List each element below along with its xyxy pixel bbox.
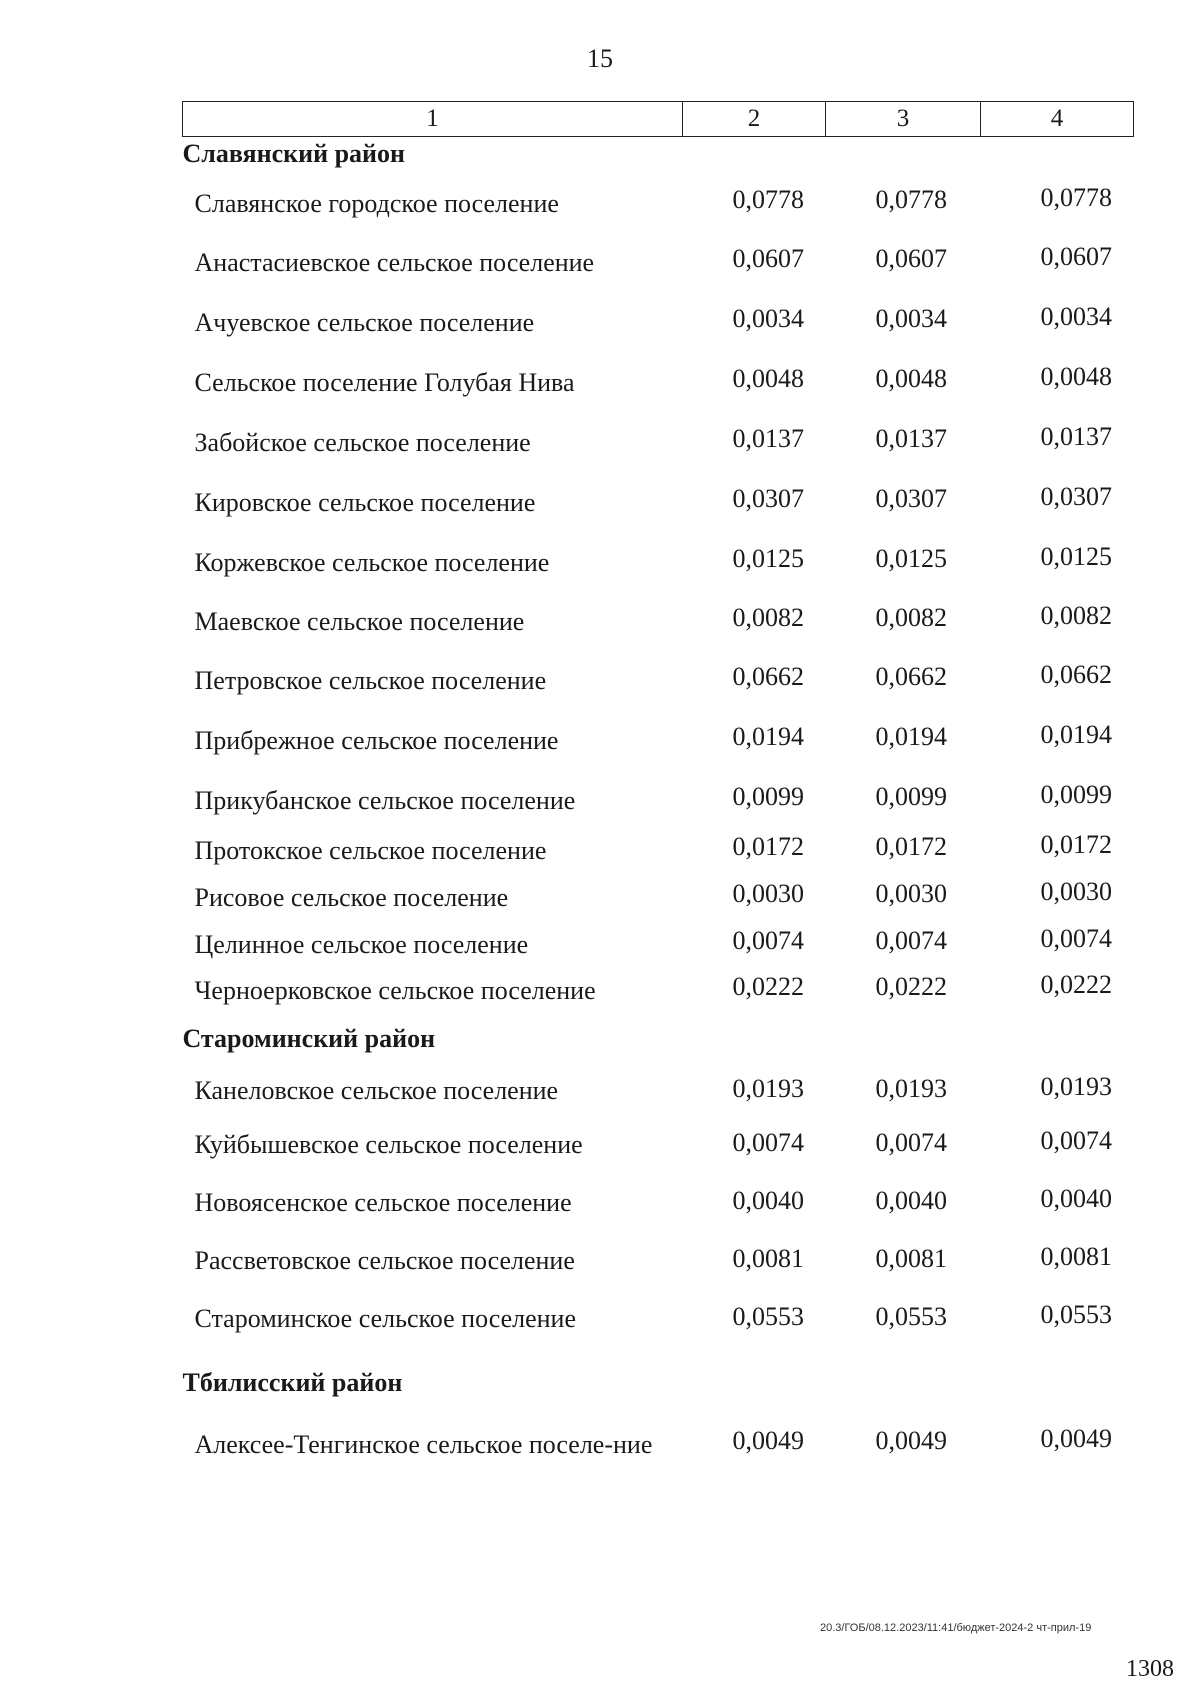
settlement-name: Анастасиевское сельское поселение xyxy=(194,247,595,277)
table-row xyxy=(183,875,1134,922)
table-row xyxy=(183,1176,1134,1234)
value-col-2: 0,0074 xyxy=(732,925,804,955)
settlement-name: Рассветовское сельское поселение xyxy=(194,1245,575,1275)
value-col-3: 0,0082 xyxy=(875,602,947,632)
value-col-2: 0,0081 xyxy=(732,1243,804,1273)
value-col-3: 0,0125 xyxy=(875,543,947,573)
value-col-4: 0,0125 xyxy=(1040,541,1112,571)
page-number: 15 xyxy=(587,44,613,73)
value-col-2: 0,0194 xyxy=(732,721,804,751)
value-col-3: 0,0662 xyxy=(875,661,947,691)
table-row xyxy=(183,238,1134,298)
column-header-2: 2 xyxy=(683,102,826,137)
value-col-4: 0,0662 xyxy=(1040,659,1112,689)
table-row xyxy=(183,968,1134,1014)
settlement-name: Славянское городское поселение xyxy=(194,188,559,218)
value-col-4: 0,0137 xyxy=(1040,421,1112,451)
value-col-4: 0,0553 xyxy=(1040,1299,1112,1329)
value-col-3: 0,0553 xyxy=(875,1301,947,1331)
value-col-2: 0,0172 xyxy=(732,831,804,861)
settlement-name: Забойское сельское поселение xyxy=(194,427,531,457)
settlement-name: Прибрежное сельское поселение xyxy=(194,725,559,755)
table-row xyxy=(183,1060,1134,1118)
value-col-2: 0,0307 xyxy=(732,483,804,513)
table-row xyxy=(183,1234,1134,1292)
value-col-4: 0,0172 xyxy=(1040,829,1112,859)
table-row xyxy=(183,418,1134,478)
settlement-name: Староминское сельское поселение xyxy=(194,1303,576,1333)
section-title: Староминский район xyxy=(182,1023,436,1053)
table-row xyxy=(183,179,1134,238)
value-col-3: 0,0049 xyxy=(875,1425,947,1455)
value-col-3: 0,0040 xyxy=(875,1185,947,1215)
table-header xyxy=(183,102,1134,137)
table-row xyxy=(183,716,1134,776)
table-row xyxy=(183,358,1134,418)
value-col-2: 0,0607 xyxy=(732,243,804,273)
value-col-3: 0,0607 xyxy=(875,243,947,273)
value-col-4: 0,0193 xyxy=(1040,1071,1112,1101)
section-title: Тбилисский район xyxy=(182,1367,403,1397)
value-col-4: 0,0194 xyxy=(1040,719,1112,749)
settlement-name: Петровское сельское поселение xyxy=(194,665,547,695)
value-col-2: 0,0048 xyxy=(732,363,804,393)
allocation-table xyxy=(182,101,1134,1490)
table-row xyxy=(183,922,1134,968)
value-col-2: 0,0125 xyxy=(732,543,804,573)
table-row xyxy=(183,656,1134,716)
value-col-2: 0,0193 xyxy=(732,1073,804,1103)
table-row xyxy=(183,1292,1134,1350)
value-col-3: 0,0081 xyxy=(875,1243,947,1273)
value-col-4: 0,0034 xyxy=(1040,301,1112,331)
settlement-name: Новоясенское сельское поселение xyxy=(194,1187,572,1217)
column-header-1: 1 xyxy=(183,102,683,137)
value-col-2: 0,0778 xyxy=(732,184,804,214)
value-col-4: 0,0082 xyxy=(1040,600,1112,630)
value-col-2: 0,0222 xyxy=(732,971,804,1001)
value-col-3: 0,0034 xyxy=(875,303,947,333)
value-col-2: 0,0553 xyxy=(732,1301,804,1331)
table-row xyxy=(183,1410,1134,1490)
table-row xyxy=(183,298,1134,358)
value-col-3: 0,0137 xyxy=(875,423,947,453)
table-row xyxy=(183,828,1134,875)
value-col-3: 0,0307 xyxy=(875,483,947,513)
value-col-3: 0,0048 xyxy=(875,363,947,393)
settlement-name: Сельское поселение Голубая Нива xyxy=(194,367,575,397)
document-code: 20.3/ГОБ/08.12.2023/11:41/бюджет-2024-2 чт-прил-19 xyxy=(820,1622,1092,1634)
value-col-4: 0,0074 xyxy=(1040,923,1112,953)
value-col-4: 0,0607 xyxy=(1040,241,1112,271)
value-col-4: 0,0081 xyxy=(1040,1241,1112,1271)
settlement-name: Черноерковское сельское поселение xyxy=(194,975,596,1005)
value-col-4: 0,0030 xyxy=(1040,876,1112,906)
section-row xyxy=(183,1350,1134,1410)
value-col-4: 0,0778 xyxy=(1040,182,1112,212)
value-col-4: 0,0307 xyxy=(1040,481,1112,511)
value-col-3: 0,0172 xyxy=(875,831,947,861)
settlement-name: Протокское сельское поселение xyxy=(194,835,547,865)
value-col-2: 0,0030 xyxy=(732,878,804,908)
value-col-4: 0,0049 xyxy=(1040,1423,1112,1453)
value-col-4: 0,0074 xyxy=(1040,1125,1112,1155)
section-row xyxy=(183,1014,1134,1060)
settlement-name: Куйбышевское сельское поселение xyxy=(194,1129,583,1159)
value-col-4: 0,0099 xyxy=(1040,779,1112,809)
table-row xyxy=(183,776,1134,828)
value-col-3: 0,0778 xyxy=(875,184,947,214)
settlement-name: Кировское сельское поселение xyxy=(194,487,536,517)
value-col-3: 0,0074 xyxy=(875,925,947,955)
table-row xyxy=(183,538,1134,597)
table-row xyxy=(183,597,1134,656)
sheet-number: 1308 xyxy=(1126,1656,1174,1682)
settlement-name: Маевское сельское поселение xyxy=(194,606,525,636)
settlement-name: Прикубанское сельское поселение xyxy=(194,785,576,815)
settlement-name: Коржевское сельское поселение xyxy=(194,547,550,577)
settlement-name: Ачуевское сельское поселение xyxy=(194,307,535,337)
settlement-name: Канеловское сельское поселение xyxy=(194,1075,559,1105)
value-col-3: 0,0099 xyxy=(875,781,947,811)
value-col-2: 0,0040 xyxy=(732,1185,804,1215)
value-col-3: 0,0194 xyxy=(875,721,947,751)
settlement-name: Алексее-Тенгинское сельское поселе-ние xyxy=(194,1429,653,1459)
value-col-2: 0,0034 xyxy=(732,303,804,333)
value-col-3: 0,0030 xyxy=(875,878,947,908)
value-col-2: 0,0137 xyxy=(732,423,804,453)
value-col-2: 0,0099 xyxy=(732,781,804,811)
value-col-4: 0,0222 xyxy=(1040,969,1112,999)
settlement-name: Рисовое сельское поселение xyxy=(194,882,509,912)
column-header-4: 4 xyxy=(981,102,1134,137)
table-row xyxy=(183,1118,1134,1176)
value-col-2: 0,0662 xyxy=(732,661,804,691)
column-header-3: 3 xyxy=(826,102,981,137)
value-col-3: 0,0222 xyxy=(875,971,947,1001)
value-col-3: 0,0074 xyxy=(875,1127,947,1157)
value-col-2: 0,0074 xyxy=(732,1127,804,1157)
value-col-4: 0,0040 xyxy=(1040,1183,1112,1213)
table-row xyxy=(183,478,1134,538)
value-col-3: 0,0193 xyxy=(875,1073,947,1103)
section-row xyxy=(183,137,1134,179)
value-col-4: 0,0048 xyxy=(1040,361,1112,391)
settlement-name: Целинное сельское поселение xyxy=(194,929,529,959)
value-col-2: 0,0082 xyxy=(732,602,804,632)
table-body xyxy=(183,137,1134,1490)
section-title: Славянский район xyxy=(182,139,406,168)
value-col-2: 0,0049 xyxy=(732,1425,804,1455)
